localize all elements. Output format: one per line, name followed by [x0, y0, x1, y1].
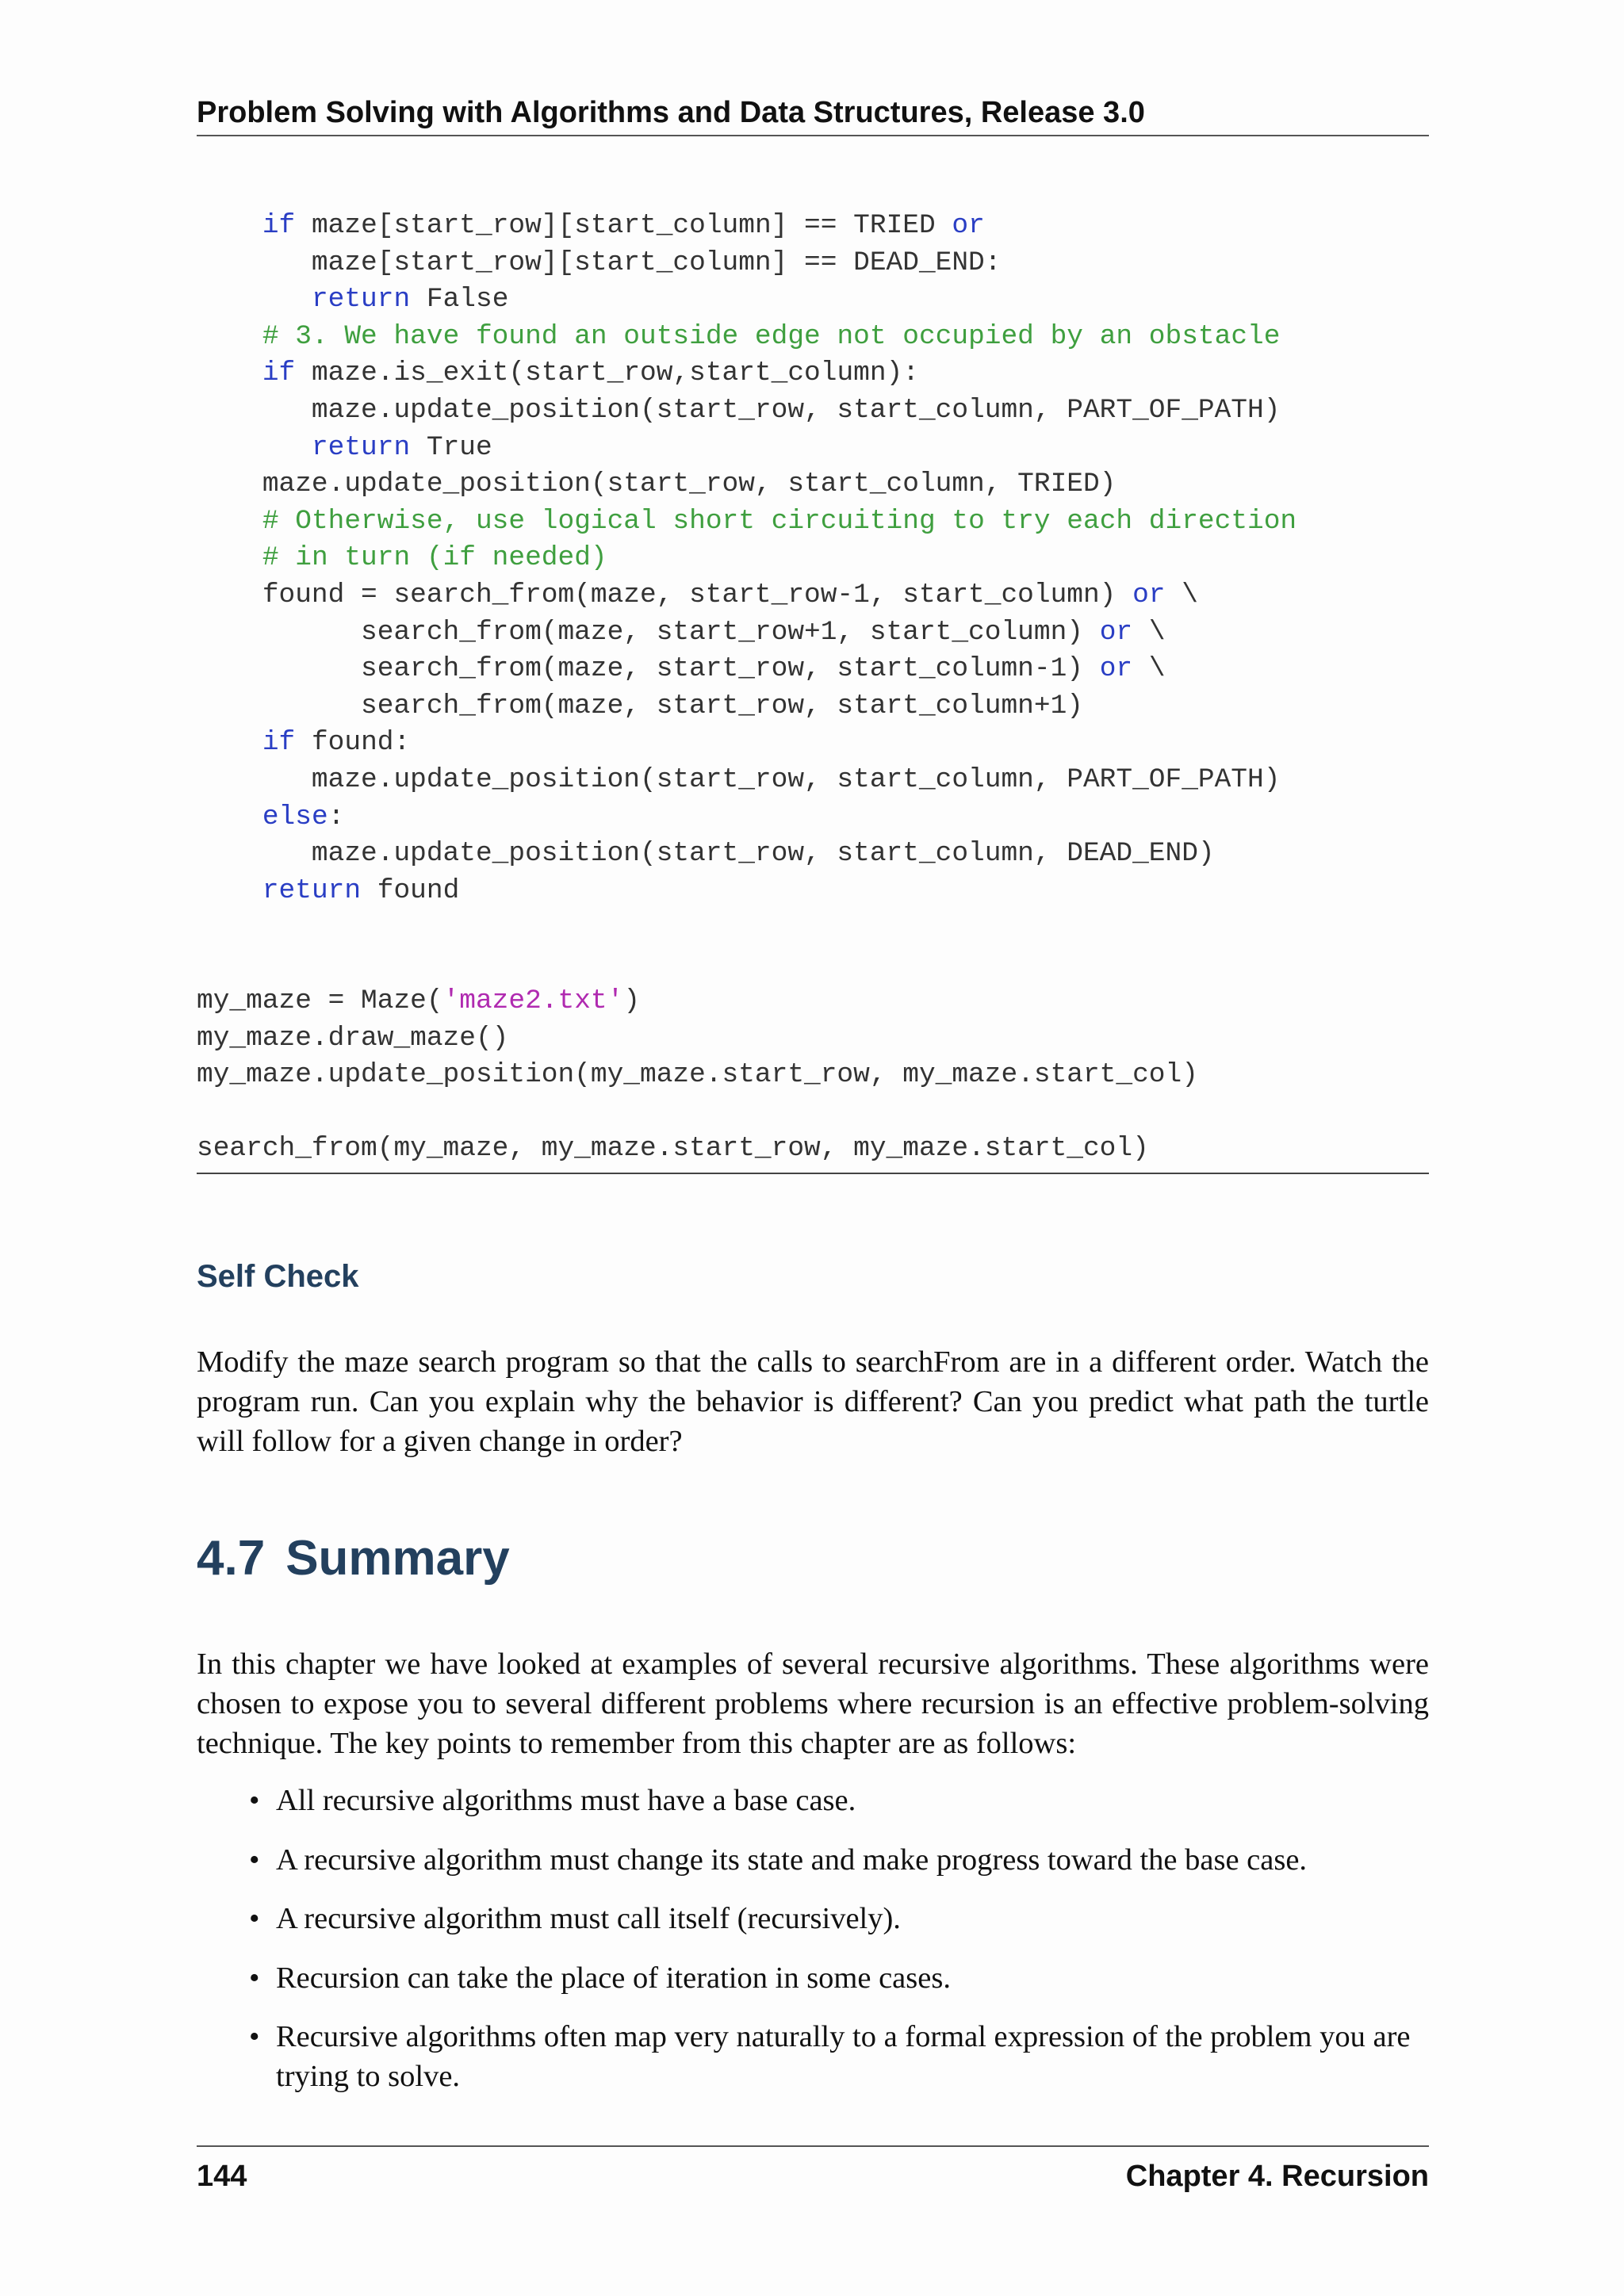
code-text: maze[start_row][start_column] == TRIED — [295, 210, 952, 241]
code-text: search_from(my_maze, my_maze.start_row, my_maze.start_col) — [197, 1133, 1149, 1165]
list-item-text: Recursion can take the place of iteration in some cases. — [276, 1961, 951, 1995]
code-text: found — [361, 874, 460, 906]
code-line — [197, 1131, 1429, 1168]
section-title-text: Summary — [285, 1531, 510, 1586]
code-text: False — [410, 284, 509, 316]
code-line — [197, 540, 1429, 577]
code-keyword: or — [1132, 579, 1166, 610]
code-text: maze.update_position(start_row, start_column, PART_OF_PATH) — [197, 763, 1281, 795]
code-text — [197, 506, 262, 537]
code-text: found = search_from(maze, start_row-1, start_column) — [197, 579, 1133, 610]
list-item-text: Recursive algorithms often map very naturally to a formal expression of the problem you are trying to solve. — [276, 2020, 1411, 2093]
chapter-label: Chapter 4. Recursion — [1125, 2160, 1429, 2193]
code-keyword: or — [952, 210, 985, 241]
code-keyword: if — [262, 210, 296, 241]
code-line — [197, 1094, 1429, 1131]
code-text: my_maze = Maze( — [197, 985, 443, 1016]
section-number: 4.7 — [197, 1531, 266, 1586]
code-text — [197, 432, 312, 463]
running-footer — [197, 2145, 1429, 2196]
list-item — [197, 1840, 1429, 1880]
code-text: maze.update_position(start_row, start_column, PART_OF_PATH) — [197, 394, 1281, 426]
code-text: maze[start_row][start_column] == DEAD_END: — [197, 247, 1002, 278]
list-item — [197, 1958, 1429, 1998]
code-text: \ — [1132, 616, 1166, 648]
code-keyword: if — [262, 358, 296, 389]
code-text — [197, 358, 262, 388]
code-line — [197, 614, 1429, 652]
list-item-text: A recursive algorithm must change its state and make progress toward the base case. — [276, 1843, 1308, 1877]
code-line — [197, 725, 1429, 762]
code-line — [197, 836, 1429, 873]
code-keyword: else — [262, 801, 328, 832]
code-line — [197, 392, 1429, 430]
code-line — [197, 762, 1429, 799]
key-points-list — [197, 1781, 1429, 2116]
self-check-paragraph: Modify the maze search program so that the calls to searchFrom are in a different order. Watch the program run. Can you explain why the behavior is different? Can you predict what path the turtle will follow for a given change in order? — [197, 1345, 1429, 1458]
code-text — [197, 542, 262, 573]
section-heading — [197, 1530, 510, 1586]
bullet-icon: • — [249, 1902, 260, 1935]
bullet-icon: • — [249, 1784, 260, 1817]
code-text — [197, 802, 262, 832]
code-string: 'maze2.txt' — [442, 985, 624, 1016]
code-line — [197, 208, 1429, 245]
code-line — [197, 245, 1429, 282]
code-text: \ — [1132, 653, 1166, 685]
code-keyword: return — [262, 874, 362, 906]
code-text: maze.update_position(start_row, start_column, TRIED) — [197, 469, 1116, 500]
code-line — [197, 466, 1429, 503]
code-text: found: — [295, 727, 411, 759]
code-text: my_maze.draw_maze() — [197, 1022, 509, 1054]
code-line — [197, 983, 1429, 1020]
bullet-icon: • — [249, 1843, 260, 1877]
code-block-search-from — [197, 208, 1429, 909]
code-line — [197, 1057, 1429, 1094]
code-text — [197, 727, 262, 758]
list-item-text: A recursive algorithm must call itself (recursively). — [276, 1902, 901, 1935]
code-text: maze.is_exit(start_row,start_column): — [295, 358, 919, 389]
code-keyword: return — [311, 431, 411, 463]
code-keyword: if — [262, 727, 296, 759]
code-comment: # 3. We have found an outside edge not occupied by an obstacle — [262, 320, 1281, 352]
code-text — [197, 210, 262, 241]
code-line — [197, 355, 1429, 392]
code-block-main — [197, 983, 1429, 1174]
code-line — [197, 577, 1429, 614]
page-number: 144 — [197, 2160, 247, 2193]
list-item-text: All recursive algorithms must have a base case. — [276, 1784, 856, 1817]
code-line — [197, 651, 1429, 688]
code-line — [197, 319, 1429, 356]
list-item — [197, 2017, 1429, 2096]
running-header: Problem Solving with Algorithms and Data Structures, Release 3.0 — [197, 90, 1429, 136]
code-keyword: or — [1099, 616, 1133, 648]
code-line — [197, 688, 1429, 725]
code-text: ) — [623, 985, 641, 1016]
document-page — [197, 0, 1429, 2296]
code-comment: # Otherwise, use logical short circuiting to try each direction — [262, 505, 1297, 537]
code-line — [197, 1020, 1429, 1058]
list-item — [197, 1899, 1429, 1938]
code-keyword: return — [311, 284, 411, 316]
code-line — [197, 281, 1429, 319]
self-check-heading: Self Check — [197, 1259, 359, 1294]
code-line — [197, 430, 1429, 467]
code-text: : — [327, 801, 345, 832]
code-text: search_from(maze, start_row+1, start_column) — [197, 616, 1100, 648]
code-keyword: or — [1099, 653, 1133, 685]
code-text: \ — [1165, 579, 1198, 610]
code-text — [197, 284, 312, 315]
code-text: my_maze.update_position(my_maze.start_row, my_maze.start_col) — [197, 1059, 1198, 1091]
bullet-icon: • — [249, 1961, 260, 1995]
code-text: search_from(maze, start_row, start_column-1) — [197, 653, 1100, 685]
code-comment: # in turn (if needed) — [262, 542, 607, 574]
code-text: search_from(maze, start_row, start_column+1) — [197, 690, 1083, 721]
code-line — [197, 503, 1429, 541]
code-line — [197, 873, 1429, 910]
code-line — [197, 799, 1429, 836]
code-text: maze.update_position(start_row, start_column, DEAD_END) — [197, 838, 1215, 870]
list-item — [197, 1781, 1429, 1820]
code-text — [197, 321, 262, 352]
summary-intro-paragraph: In this chapter we have looked at examples of several recursive algorithms. These algorithms were chosen to expose you to several different problems where recursion is an effective problem-solving technique. The key points to remember from this chapter are as follows: — [197, 1647, 1429, 1760]
code-text — [197, 875, 262, 906]
code-text: True — [410, 431, 492, 463]
bullet-icon: • — [249, 2020, 260, 2053]
